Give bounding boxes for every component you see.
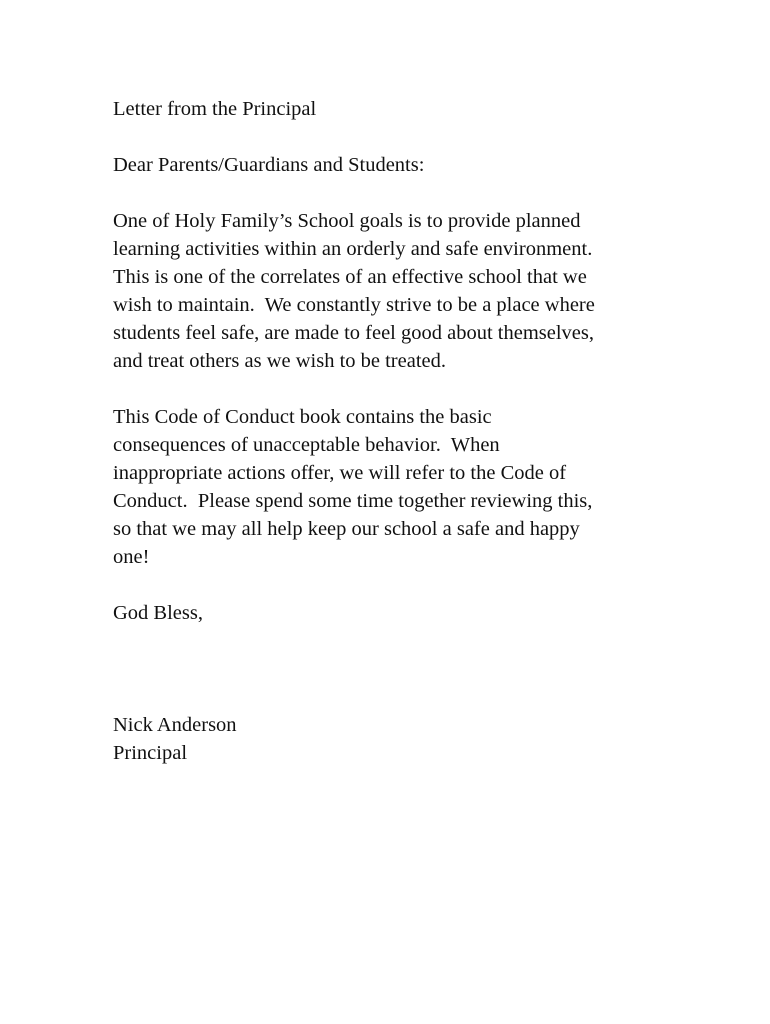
closing: God Bless, (113, 602, 203, 624)
spacer (113, 179, 673, 207)
spacer (113, 123, 673, 151)
spacer (113, 571, 673, 599)
letter-document (113, 95, 673, 767)
paragraph-line: consequences of unacceptable behavior. When (113, 434, 500, 456)
paragraph-line: wish to maintain. We constantly strive to be a place where (113, 294, 595, 316)
letter-heading: Letter from the Principal (113, 98, 317, 120)
paragraph-line: This is one of the correlates of an effective school that we (113, 266, 587, 288)
paragraph-line: students feel safe, are made to feel good about themselves, (113, 322, 595, 344)
paragraph-line: learning activities within an orderly and safe environment. (113, 238, 593, 260)
paragraph-line: This Code of Conduct book contains the basic (113, 406, 492, 428)
paragraph-code-of-conduct (113, 403, 673, 571)
paragraph-line: Conduct. Please spend some time together reviewing this, (113, 490, 593, 512)
spacer (113, 375, 673, 403)
signature-space (113, 627, 673, 711)
paragraph-line: so that we may all help keep our school a safe and happy (113, 518, 580, 540)
paragraph-line: one! (113, 546, 150, 568)
paragraph-line: inappropriate actions offer, we will refer to the Code of (113, 462, 567, 484)
paragraph-goals (113, 207, 673, 375)
signature-name: Nick Anderson (113, 714, 237, 736)
signature-title: Principal (113, 742, 188, 764)
paragraph-line: One of Holy Family’s School goals is to provide planned (113, 210, 581, 232)
salutation: Dear Parents/Guardians and Students: (113, 154, 425, 176)
paragraph-line: and treat others as we wish to be treated. (113, 350, 447, 372)
